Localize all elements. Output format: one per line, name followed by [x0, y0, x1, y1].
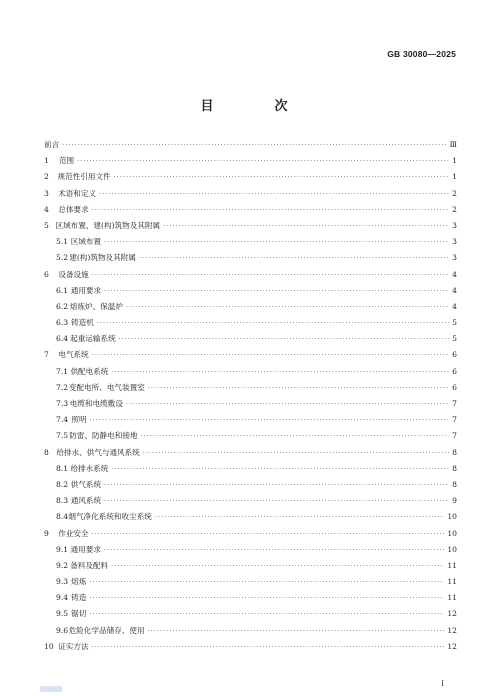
toc-entry-number: 9.5 [56, 609, 69, 619]
toc-entry[interactable] [44, 380, 457, 396]
toc-entry-label: 给排水系统 [70, 463, 109, 473]
toc-entry[interactable] [44, 461, 457, 477]
toc-entry[interactable] [44, 493, 457, 509]
toc-entry[interactable] [44, 347, 457, 363]
toc-entry-page: 8 [452, 463, 457, 473]
toc-entry-label: 设备设施 [58, 269, 89, 279]
toc-entry-label: 作业安全 [58, 528, 89, 538]
standard-number: GB 30080—2025 [387, 49, 456, 59]
toc-entry-label: 照明 [71, 415, 87, 425]
toc-entry-label: 规范性引用文件 [57, 172, 111, 182]
toc-entry-page: 2 [452, 188, 457, 198]
toc-entry-number: 4 [44, 204, 49, 214]
toc-entry-number: 9 [44, 528, 49, 538]
toc-entry[interactable] [44, 590, 457, 606]
toc-dot-leader [89, 575, 444, 591]
toc-dot-leader [92, 268, 449, 284]
toc-entry-number: 6.4 [56, 334, 69, 344]
toc-entry-number: 5.1 [56, 237, 69, 247]
toc-entry-page: 6 [452, 350, 457, 360]
toc-dot-leader [92, 203, 449, 219]
toc-entry-label: 备料及配料 [70, 560, 109, 570]
toc-entry[interactable] [44, 331, 457, 347]
toc-entry-page: 5 [452, 318, 457, 328]
toc-entry-page: 11 [447, 593, 457, 603]
toc-entry-page: Ⅲ [449, 140, 457, 149]
toc-dot-leader [97, 316, 449, 332]
toc-entry-label: 熔炼 [71, 577, 87, 587]
toc-entry[interactable] [44, 234, 457, 250]
toc-entry-number: 7.1 [56, 366, 69, 376]
toc-entry-number: 9.3 [56, 577, 69, 587]
toc-entry[interactable] [44, 186, 457, 202]
toc-dot-leader [104, 543, 444, 559]
toc-entry-number: 8.1 [56, 463, 69, 473]
toc-dot-leader [77, 154, 449, 170]
toc-entry-page: 4 [452, 301, 457, 311]
toc-entry-label: 电缆和电缆敷设 [69, 399, 123, 408]
toc-entry-number: 6.2 [56, 301, 69, 311]
toc-dot-leader [143, 446, 449, 462]
toc-entry[interactable] [44, 218, 457, 234]
toc-entry-label: 防雷、防静电和接地 [69, 431, 138, 441]
toc-entry-page: 7 [452, 415, 457, 425]
toc-entry-number: 8 [44, 447, 49, 457]
toc-entry-page: 1 [452, 156, 457, 166]
toc-entry-label: 通用要求 [70, 285, 102, 295]
toc-entry[interactable] [44, 153, 457, 169]
toc-entry-page: 7 [452, 431, 457, 441]
toc-entry-label: 建(构)筑物及其附属 [69, 253, 136, 263]
toc-entry[interactable] [44, 364, 457, 380]
toc-entry-page: 1 [452, 172, 457, 182]
toc-entry-page: 10 [447, 544, 457, 554]
toc-entry[interactable] [44, 202, 457, 218]
toc-entry-page: 12 [447, 609, 457, 619]
toc-entry[interactable] [44, 477, 457, 493]
toc-entry[interactable] [44, 526, 457, 542]
toc-entry-number: 1 [44, 156, 49, 166]
toc-entry[interactable] [44, 445, 457, 461]
toc-entry-label: 变配电所、电气装置室 [68, 382, 145, 392]
toc-entry-number: 8.2 [56, 479, 69, 489]
toc-dot-leader [92, 348, 449, 364]
toc-entry[interactable] [44, 509, 457, 525]
toc-entry[interactable] [44, 169, 457, 185]
toc-entry-page: 11 [447, 560, 457, 570]
toc-entry-number: 3 [44, 188, 49, 198]
toc-entry-label: 危险化学品储存、使用 [68, 625, 145, 635]
toc-dot-leader [163, 219, 449, 235]
toc-dot-leader [119, 332, 449, 348]
toc-entry-label: 供配电系统 [70, 366, 109, 376]
toc-entry[interactable] [44, 137, 457, 153]
toc-entry-label: 区域布置、建(构)筑物及其附属 [55, 220, 161, 230]
toc-dot-leader [90, 413, 449, 429]
toc-entry-page: 3 [452, 220, 457, 230]
toc-entry[interactable] [44, 428, 457, 444]
toc-entry-number: 9.4 [56, 593, 69, 603]
toc-entry-page: 3 [452, 253, 457, 263]
toc-entry-page: 3 [452, 237, 457, 247]
toc-entry[interactable] [44, 283, 457, 299]
toc-entry-number: 2 [44, 172, 49, 182]
toc-dot-leader [139, 251, 449, 267]
toc-entry-label: 锯切 [71, 609, 87, 619]
toc-entry-label: 范围 [58, 156, 75, 166]
toc-entry-label: 总体要求 [58, 204, 89, 214]
toc-dot-leader [126, 300, 449, 316]
toc-entry-number: 7.2 [56, 382, 69, 392]
toc-entry-label: 烟气净化系统和收尘系统 [68, 512, 152, 522]
toc-dot-leader [104, 494, 449, 510]
toc-entry[interactable] [44, 574, 457, 590]
toc-entry-number: 9.6 [56, 625, 69, 635]
toc-entry-label: 证实方法 [58, 641, 89, 651]
toc-entry-number: 7 [44, 350, 49, 360]
toc-dot-leader [155, 510, 444, 526]
toc-entry-page: 6 [452, 366, 457, 376]
toc-entry-number: 5 [44, 220, 49, 230]
toc-dot-leader [89, 607, 444, 623]
toc-entry-page: 7 [452, 399, 457, 408]
toc-entry[interactable] [44, 250, 457, 266]
toc-entry-number: 8.4 [56, 512, 69, 522]
toc-entry-page: 2 [452, 204, 457, 214]
toc-entry-page: 8 [452, 479, 457, 489]
toc-dot-leader [141, 429, 449, 445]
toc-entry-label: 前言 [44, 140, 60, 149]
toc-entry[interactable] [44, 299, 457, 315]
toc-dot-leader [89, 591, 444, 607]
toc-entry-page: 4 [452, 285, 457, 295]
toc-entry-number: 5.2 [56, 253, 69, 263]
toc-entry-page: 10 [447, 512, 457, 522]
toc-entry-page: 12 [447, 625, 457, 635]
toc-entry-number: 7.3 [56, 399, 69, 408]
toc-entry-number: 8.3 [56, 496, 69, 506]
toc-entry-number: 9.1 [56, 544, 69, 554]
toc-entry[interactable] [44, 542, 457, 558]
toc-entry-label: 铸造机 [71, 318, 94, 328]
toc-entry[interactable] [44, 267, 457, 283]
toc-dot-leader [111, 462, 449, 478]
toc-dot-leader [111, 365, 449, 381]
toc-entry-number: 6 [44, 269, 49, 279]
toc-dot-leader [104, 235, 449, 251]
toc-entry[interactable] [44, 606, 457, 622]
toc-entry-page: 6 [452, 382, 457, 392]
toc-entry-label: 区域布置 [70, 237, 102, 247]
toc-entry[interactable] [44, 623, 457, 639]
toc-dot-leader [92, 527, 445, 543]
toc-entry-number: 7.4 [56, 415, 69, 425]
toc-entry-label: 给排水、供气与通风系统 [56, 447, 140, 457]
toc-dot-leader [126, 397, 449, 413]
toc-dot-leader [99, 187, 449, 203]
toc-entry-number: 10 [44, 641, 54, 651]
toc-entry-page: 10 [447, 528, 457, 538]
toc-dot-leader [114, 170, 449, 186]
toc-entry-page: 11 [447, 577, 457, 587]
toc-entry-page: 4 [452, 269, 457, 279]
toc-entry[interactable] [44, 412, 457, 428]
toc-dot-leader [62, 138, 446, 154]
toc-entry[interactable] [44, 558, 457, 574]
toc-entry-page: 9 [452, 496, 457, 506]
toc-dot-leader [148, 381, 449, 397]
toc-entry-label: 通风系统 [70, 496, 102, 506]
toc-entry-label: 熔炼炉、保温炉 [69, 301, 123, 311]
toc-dot-leader [104, 284, 449, 300]
toc-entry-page: 8 [452, 447, 457, 457]
toc-entry-label: 电气系统 [58, 350, 89, 360]
toc-entry-label: 通用要求 [70, 544, 101, 554]
page-title: 目 次 [200, 99, 312, 114]
table-of-contents [44, 137, 457, 655]
toc-entry[interactable] [44, 639, 457, 655]
toc-entry[interactable] [44, 315, 457, 331]
toc-entry-label: 铸造 [71, 593, 87, 603]
toc-entry-number: 9.2 [56, 560, 69, 570]
toc-dot-leader [104, 478, 449, 494]
toc-entry-number: 6.1 [56, 285, 69, 295]
toc-entry-label: 术语和定义 [58, 188, 97, 198]
toc-entry-number: 7.5 [56, 431, 69, 441]
toc-entry-label: 起重运输系统 [70, 334, 116, 344]
toc-entry-page: 12 [447, 641, 457, 651]
toc-dot-leader [111, 559, 444, 575]
toc-dot-leader [92, 640, 445, 656]
toc-entry[interactable] [44, 396, 457, 412]
toc-dot-leader [148, 624, 445, 640]
page-number: I [441, 680, 444, 688]
toc-entry-label: 供气系统 [70, 479, 102, 489]
toc-entry-page: 5 [452, 334, 457, 344]
toc-entry-number: 6.3 [56, 318, 69, 328]
watermark-stamp [40, 686, 62, 692]
